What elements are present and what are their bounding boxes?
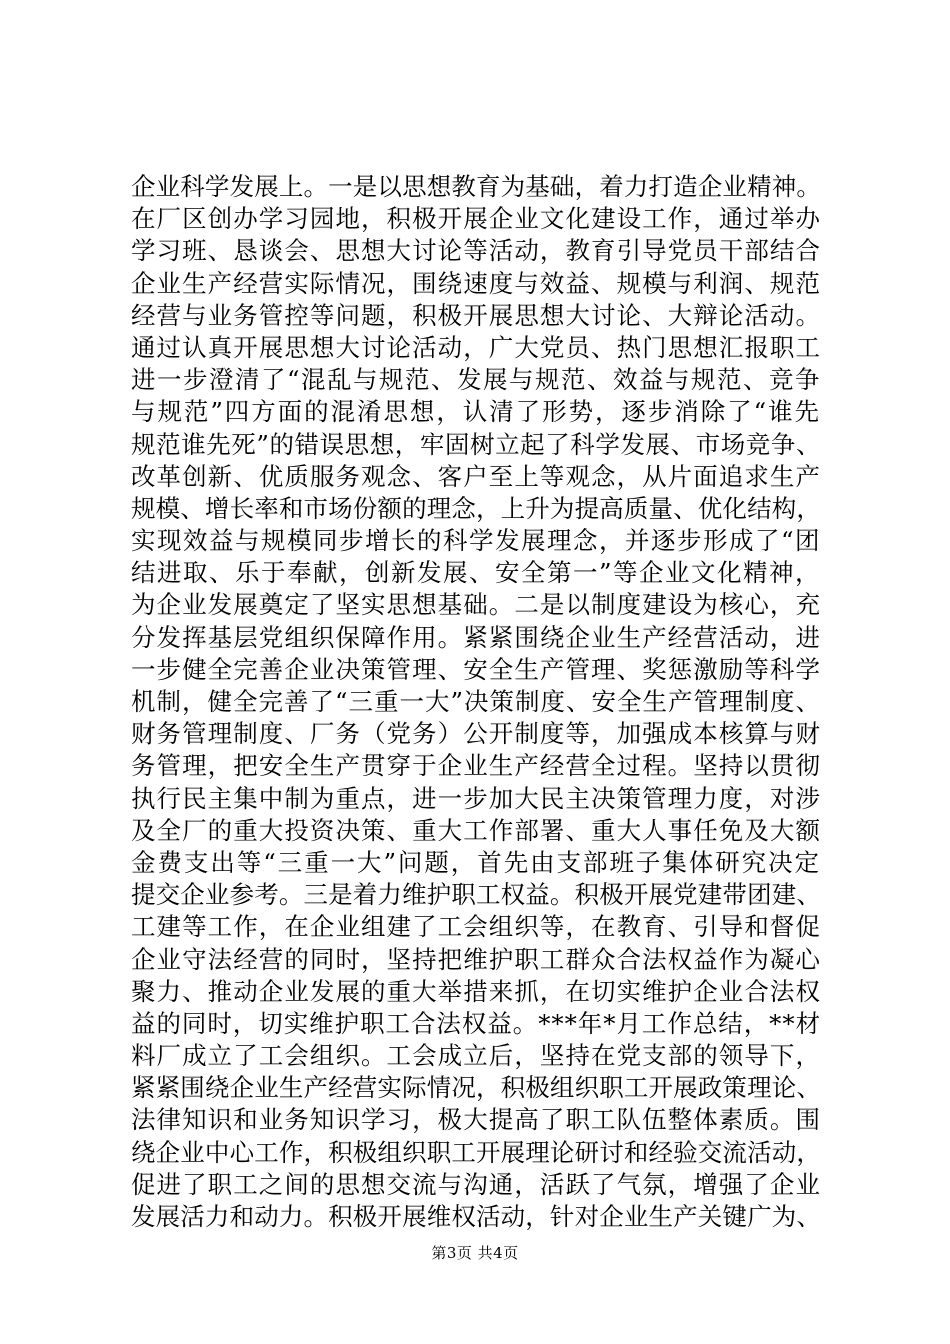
- text-line: 规模、增长率和市场份额的理念，上升为提高质量、优化结构，: [131, 493, 821, 523]
- text-line: 及全厂的重大投资决策、重大工作部署、重大人事任免及大额: [131, 815, 821, 845]
- text-line: 实现效益与规模同步增长的科学发展理念，并逐步形成了“团: [131, 526, 821, 556]
- text-line: 企业守法经营的同时，坚持把维护职工群众合法权益作为凝心: [131, 944, 821, 974]
- text-line: 经营与业务管控等问题，积极开展思想大讨论、大辩论活动。: [131, 300, 821, 330]
- text-line: 绕企业中心工作，积极组织职工开展理论研讨和经验交流活动，: [131, 1137, 821, 1167]
- text-line: 在厂区创办学习园地，积极开展企业文化建设工作，通过举办: [131, 204, 821, 234]
- body-paragraph: [131, 171, 821, 1233]
- text-line: 执行民主集中制为重点，进一步加大民主决策管理力度，对涉: [131, 783, 821, 813]
- text-line: 金费支出等“三重一大”问题，首先由支部班子集体研究决定: [131, 847, 821, 877]
- text-line: 机制，健全完善了“三重一大”决策制度、安全生产管理制度、: [131, 687, 822, 716]
- text-line: 务管理，把安全生产贯穿于企业生产经营全过程。坚持以贯彻: [131, 751, 821, 781]
- text-line: 一步健全完善企业决策管理、安全生产管理、奖惩激励等科学: [131, 654, 821, 684]
- text-line: 聚力、推动企业发展的重大举措来抓，在切实维护企业合法权: [131, 976, 821, 1006]
- text-line: 料厂成立了工会组织。工会成立后，坚持在党支部的领导下，: [131, 1041, 821, 1071]
- text-line: 法律知识和业务知识学习，极大提高了职工队伍整体素质。围: [131, 1105, 821, 1135]
- text-line: 促进了职工之间的思想交流与沟通，活跃了气氛，增强了企业: [131, 1169, 821, 1199]
- text-line: 改革创新、优质服务观念、客户至上等观念，从片面追求生产: [131, 461, 821, 491]
- text-line: 提交企业参考。三是着力维护职工权益。积极开展党建带团建、: [131, 880, 821, 910]
- text-line: 财务管理制度、厂务（党务）公开制度等，加强成本核算与财: [131, 719, 821, 749]
- text-line: 益的同时，切实维护职工合法权益。***年*月工作总结，**材: [131, 1008, 821, 1038]
- text-line: 规范谁先死”的错误思想，牢固树立起了科学发展、市场竞争、: [131, 429, 822, 459]
- text-line: 进一步澄清了“混乱与规范、发展与规范、效益与规范、竞争: [131, 365, 821, 395]
- text-line: 工建等工作，在企业组建了工会组织等，在教育、引导和督促: [131, 912, 821, 942]
- text-line: 通过认真开展思想大讨论活动，广大党员、热门思想汇报职工: [131, 332, 821, 362]
- text-line: 发展活力和动力。积极开展维权活动，针对企业生产关键广为、: [131, 1202, 821, 1231]
- page-footer: 第3页 共4页: [431, 1244, 519, 1262]
- text-line: 分发挥基层党组织保障作用。紧紧围绕企业生产经营活动，进: [131, 622, 821, 652]
- text-line: 与规范”四方面的混淆思想，认清了形势，逐步消除了“谁先: [131, 397, 821, 427]
- text-line: 紧紧围绕企业生产经营实际情况，积极组织职工开展政策理论、: [131, 1073, 821, 1103]
- text-line: 结进取、乐于奉献，创新发展、安全第一”等企业文化精神，: [131, 558, 821, 588]
- text-line: 企业生产经营实际情况，围绕速度与效益、规模与利润、规范: [131, 268, 821, 298]
- text-line: 企业科学发展上。一是以思想教育为基础，着力打造企业精神。: [131, 172, 821, 201]
- text-line: 学习班、恳谈会、思想大讨论等活动，教育引导党员干部结合: [131, 236, 821, 266]
- text-line: 为企业发展奠定了坚实思想基础。二是以制度建设为核心，充: [131, 590, 821, 620]
